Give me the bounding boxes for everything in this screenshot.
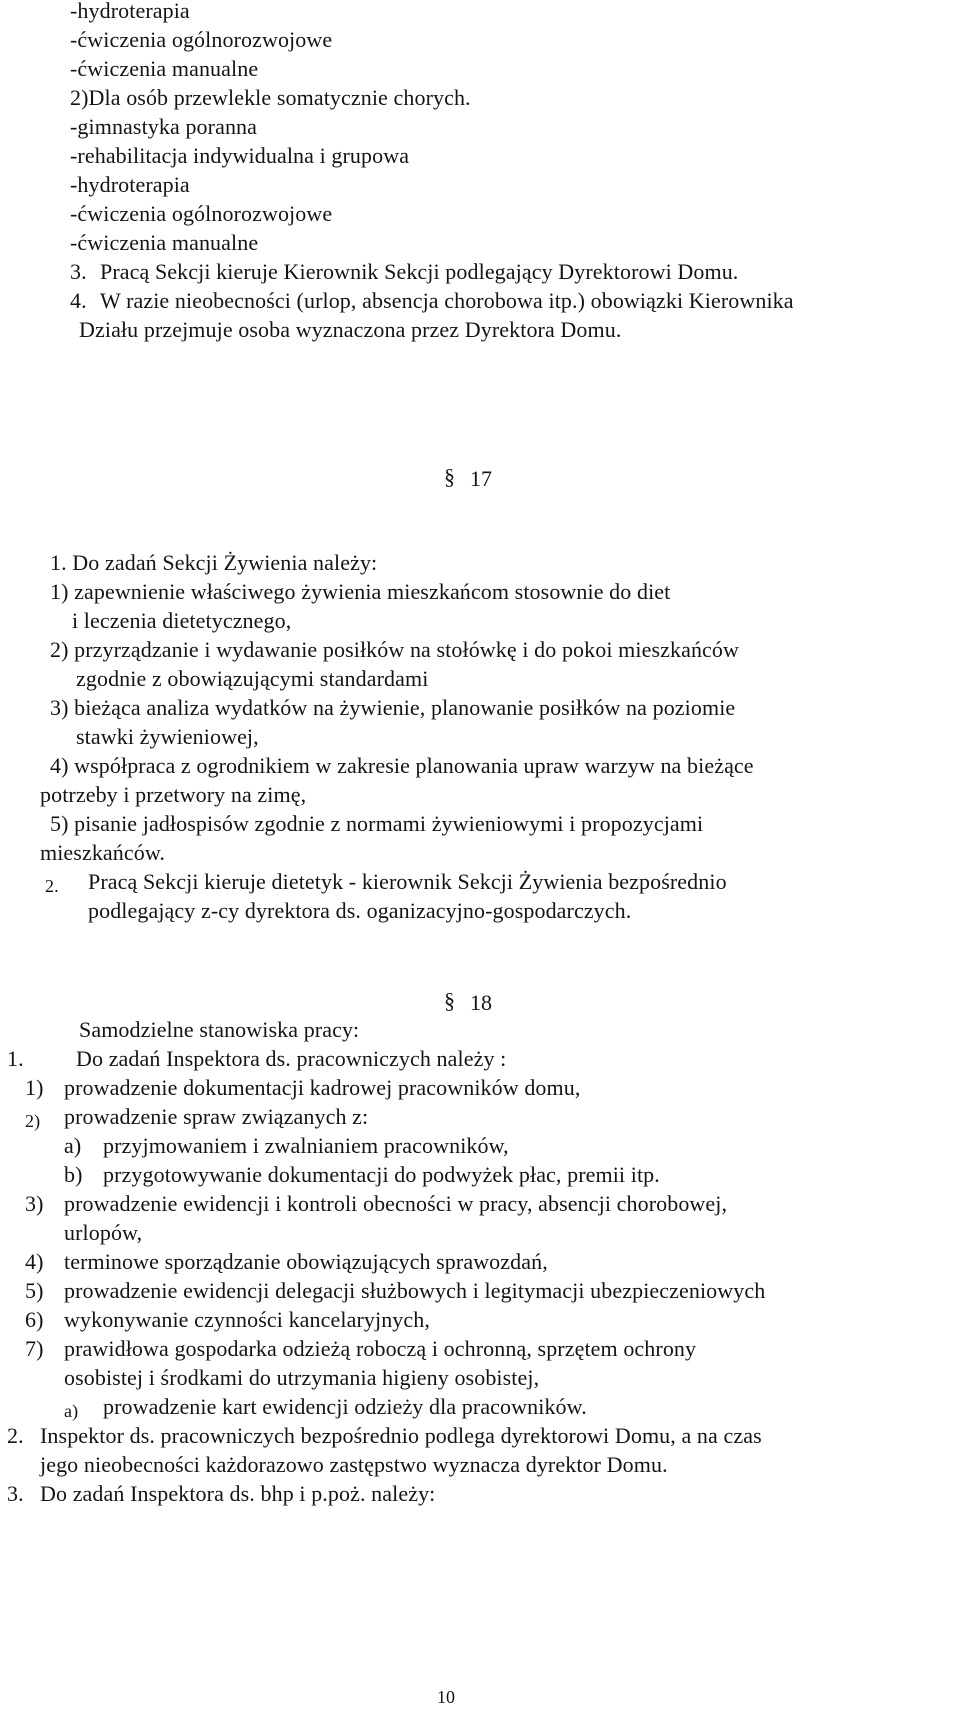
item-number: 1) xyxy=(25,1075,44,1100)
item-text: prowadzenie spraw związanych z: xyxy=(64,1104,369,1129)
item-text: Inspektor ds. pracowniczych bezpośrednio podlega dyrektorowi Domu, a na czas xyxy=(40,1423,762,1448)
item-text: prowadzenie dokumentacji kadrowej pracowników domu, xyxy=(64,1075,581,1100)
item-text: mieszkańców. xyxy=(40,840,166,865)
item-text: 2) przyrządzanie i wydawanie posiłków na stołówkę i do pokoi mieszkańców xyxy=(50,637,740,662)
section-heading: Samodzielne stanowiska pracy: xyxy=(79,1017,360,1042)
list-line: -gimnastyka poranna xyxy=(70,114,258,139)
item-text: urlopów, xyxy=(64,1220,143,1245)
item-text: W razie nieobecności (urlop, absencja chorobowa itp.) obowiązki Kierownika xyxy=(100,288,794,313)
list-line: -hydroterapia xyxy=(70,172,190,197)
item-text: zgodnie z obowiązującymi standardami xyxy=(76,666,429,691)
list-line: -ćwiczenia manualne xyxy=(70,230,259,255)
section-sign: § xyxy=(444,988,455,1013)
item-text: osobistej i środkami do utrzymania higieny osobistej, xyxy=(64,1365,540,1390)
list-line: -rehabilitacja indywidualna i grupowa xyxy=(70,143,410,168)
item-number: 3. xyxy=(70,259,87,284)
item-number: 2) xyxy=(25,1111,41,1131)
page-number: 10 xyxy=(437,1687,455,1707)
paragraph-number: 17 xyxy=(470,466,492,491)
item-text: i leczenia dietetycznego, xyxy=(72,608,292,633)
item-text: 3) bieżąca analiza wydatków na żywienie, planowanie posiłków na poziomie xyxy=(50,695,736,720)
item-text: stawki żywieniowej, xyxy=(76,724,259,749)
item-text: Pracą Sekcji kieruje dietetyk - kierownik Sekcji Żywienia bezpośrednio xyxy=(88,869,727,894)
item-text: prowadzenie ewidencji delegacji służbowych i legitymacji ubezpieczeniowych xyxy=(64,1278,766,1303)
item-number: b) xyxy=(64,1162,83,1187)
item-text: 1. Do zadań Sekcji Żywienia należy: xyxy=(50,550,378,575)
list-line: 2)Dla osób przewlekle somatycznie chorych. xyxy=(70,85,471,110)
item-text: prawidłowa gospodarka odzieżą roboczą i ochronną, sprzętem ochrony xyxy=(64,1336,697,1361)
item-text: 5) pisanie jadłospisów zgodnie z normami żywieniowymi i propozycjami xyxy=(50,811,704,836)
item-text: 1) zapewnienie właściwego żywienia mieszkańcom stosownie do diet xyxy=(50,579,671,604)
item-number: a) xyxy=(64,1133,82,1158)
list-line: -ćwiczenia ogólnorozwojowe xyxy=(70,201,333,226)
item-number: 3. xyxy=(7,1481,24,1506)
item-number: a) xyxy=(64,1401,79,1421)
item-number: 1. xyxy=(7,1046,24,1071)
item-text: przygotowywanie dokumentacji do podwyżek płac, premii itp. xyxy=(103,1162,660,1187)
list-line: -ćwiczenia ogólnorozwojowe xyxy=(70,27,333,52)
item-text: jego nieobecności każdorazowo zastępstwo wyznacza dyrektor Domu. xyxy=(40,1452,668,1477)
item-text: prowadzenie kart ewidencji odzieży dla pracowników. xyxy=(103,1394,587,1419)
item-number: 5) xyxy=(25,1278,44,1303)
item-text: potrzeby i przetwory na zimę, xyxy=(40,782,307,807)
item-text: Do zadań Inspektora ds. pracowniczych należy : xyxy=(76,1046,507,1071)
item-number: 2. xyxy=(45,876,59,896)
item-number: 7) xyxy=(25,1336,44,1361)
item-text: podlegający z-cy dyrektora ds. oganizacyjno-gospodarczych. xyxy=(88,898,632,923)
item-number: 2. xyxy=(7,1423,24,1448)
item-text: 4) współpraca z ogrodnikiem w zakresie planowania upraw warzyw na bieżące xyxy=(50,753,754,778)
item-number: 4) xyxy=(25,1249,44,1274)
paragraph-number: 18 xyxy=(470,990,492,1015)
item-number: 6) xyxy=(25,1307,44,1332)
list-line: -hydroterapia xyxy=(70,0,190,23)
item-text: Do zadań Inspektora ds. bhp i p.poż. należy: xyxy=(40,1481,436,1506)
section-sign: § xyxy=(444,464,455,489)
list-line: -ćwiczenia manualne xyxy=(70,56,259,81)
item-text: prowadzenie ewidencji i kontroli obecności w pracy, absencji chorobowej, xyxy=(64,1191,728,1216)
item-text: Działu przejmuje osoba wyznaczona przez Dyrektora Domu. xyxy=(79,317,622,342)
item-text: wykonywanie czynności kancelaryjnych, xyxy=(64,1307,430,1332)
item-text: terminowe sporządzanie obowiązujących sprawozdań, xyxy=(64,1249,548,1274)
item-text: przyjmowaniem i zwalnianiem pracowników, xyxy=(103,1133,509,1158)
item-text: Pracą Sekcji kieruje Kierownik Sekcji podlegający Dyrektorowi Domu. xyxy=(100,259,739,284)
item-number: 3) xyxy=(25,1191,44,1216)
item-number: 4. xyxy=(70,288,87,313)
